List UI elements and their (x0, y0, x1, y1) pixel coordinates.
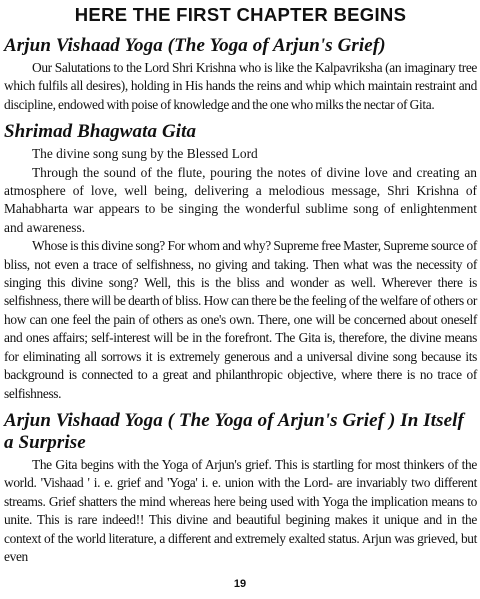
paragraph-salutations: Our Salutations to the Lord Shri Krishna who is like the Kalpavriksha (an imaginary tree which fulfils all desires), holding in His hands the reins and whip which maintain restraint and discipline, endowed with poise of knowledge and the one who milks the nectar of Gita. (4, 60, 477, 112)
page-number: 19 (233, 578, 247, 590)
paragraph-divine-song-intro: The divine song sung by the Blessed Lord (32, 146, 258, 162)
section-heading-in-itself-a-surprise: Arjun Vishaad Yoga ( The Yoga of Arjun's Grief ) In Itself a Surprise (4, 409, 464, 453)
paragraph-whose-song: Whose is this divine song? For whom and why? Supreme free Master, Supreme source of bliss, not even a trace of selfishness, no giving and taking. Then what was the necessity of singing this divine song? Well, this is the bliss and wonder as well. Wherever there is selfishness, there will be dearth of bliss. How can there be the feeling of the welfare of others or how can one feel the pain of others as one's own. There, one will be concerned about oneself and ones affairs; self-interest will be in the forefront. The Gita is, therefore, the divine means for eliminating all sorrows it is extremely generous and a universal divine song because its background is connected to a great and philanthropic objective, where there is no trace of selfishness. (4, 238, 477, 401)
section-heading-arjun-vishaad-yoga: Arjun Vishaad Yoga (The Yoga of Arjun's Grief) (4, 35, 386, 56)
chapter-title: HERE THE FIRST CHAPTER BEGINS (74, 4, 407, 25)
paragraph-flute: Through the sound of the flute, pouring the notes of divine love and creating an atmosphere of love, well being, delivering a melodious message, Shri Krishna of Mahabharta war appears to be singing the wonderful sublime song of enlightenment and awareness. (4, 164, 477, 235)
paragraph-gita-begins: The Gita begins with the Yoga of Arjun's grief. This is startling for most thinkers of the world. 'Vishaad ' i. e. grief and 'Yoga' i. e. union with the Lord- are invariably two different streams. Grief shatters the mind whereas here being used with Yoga the implication means to unite. This is rare indeed!! This divine and beautiful begining makes it unique and in the context of the world literature, a different and extremely exalted status. Arjun was grieved, but even (4, 456, 477, 564)
section-heading-shrimad-bhagwata-gita: Shrimad Bhagwata Gita (4, 121, 197, 143)
